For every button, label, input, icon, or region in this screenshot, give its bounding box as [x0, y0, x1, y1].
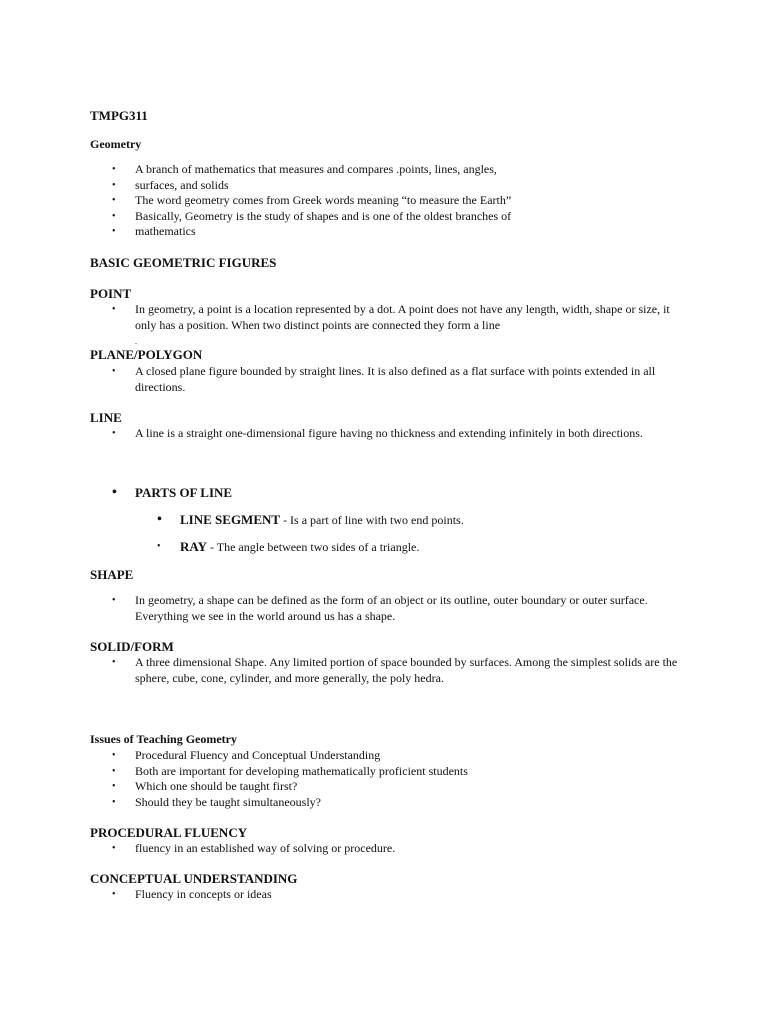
plane-bullets: [90, 364, 688, 395]
parts-sub-bullets: [135, 512, 688, 529]
line-segment-definition: - Is a part of line with two end points.: [280, 513, 464, 527]
parts-of-line-heading: • PARTS OF LINE: [90, 485, 688, 501]
list-item: [90, 302, 688, 349]
list-item: • A branch of mathematics that measures and compares .points, lines, angles,: [90, 162, 688, 178]
line-bullets: [90, 426, 688, 442]
point-trail: .: [135, 337, 137, 346]
line-heading: LINE: [90, 410, 122, 425]
conceptual-heading: CONCEPTUAL UNDERSTANDING: [90, 871, 298, 886]
issues-heading: Issues of Teaching Geometry: [90, 732, 237, 746]
list-item: • Which one should be taught first?: [90, 779, 688, 795]
list-item: • Procedural Fluency and Conceptual Understanding: [90, 748, 688, 764]
list-item: • Should they be taught simultaneously?: [90, 795, 688, 811]
list-item: [135, 512, 688, 529]
point-heading: POINT: [90, 286, 132, 301]
parts-bullets: [90, 485, 688, 501]
ray-term: RAY: [180, 539, 207, 554]
shape-bullets: [90, 593, 688, 624]
shape-heading: SHAPE: [90, 567, 134, 582]
list-item: • Fluency in concepts or ideas: [90, 887, 688, 903]
list-item: • fluency in an established way of solving or procedure.: [90, 841, 688, 857]
conceptual-bullets: [90, 887, 688, 903]
ray-definition: - The angle between two sides of a triangle.: [206, 540, 420, 554]
solid-heading: SOLID/FORM: [90, 639, 174, 654]
solid-bullets: [90, 655, 688, 686]
line-segment-term: LINE SEGMENT: [180, 512, 281, 527]
list-item: • In geometry, a shape can be defined as the form of an object or its outline, outer boundary or outer surface. Everything we see in the world around us has a shape.: [90, 593, 688, 624]
list-item: • A line is a straight one-dimensional figure having no thickness and extending infinitely in both directions.: [90, 426, 688, 442]
procedural-heading: PROCEDURAL FLUENCY: [90, 825, 248, 840]
procedural-bullets: [90, 841, 688, 857]
list-item: • Both are important for developing mathematically proficient students: [90, 764, 688, 780]
geometry-bullets: [90, 162, 688, 240]
basic-figures-heading: BASIC GEOMETRIC FIGURES: [90, 255, 277, 270]
list-item: • Basically, Geometry is the study of shapes and is one of the oldest branches of: [90, 209, 688, 225]
point-bullets: [90, 302, 688, 349]
point-text: In geometry, a point is a location represented by a dot. A point does not have any length, width, shape or size, it only has a position. When two distinct points are connected they form a line: [135, 302, 670, 332]
list-item: • surfaces, and solids: [90, 178, 688, 194]
list-item: • The word geometry comes from Greek words meaning “to measure the Earth”: [90, 193, 688, 209]
parts-sub-bullets-2: [135, 539, 688, 556]
list-item: • mathematics: [90, 224, 688, 240]
list-item: • A closed plane figure bounded by straight lines. It is also defined as a flat surface with points extended in all directions.: [90, 364, 688, 395]
list-item: [135, 539, 688, 556]
issues-bullets: [90, 748, 688, 810]
course-code: TMPG311: [90, 108, 148, 123]
geometry-heading: Geometry: [90, 137, 142, 151]
plane-heading: PLANE/POLYGON: [90, 347, 203, 362]
list-item: • A three dimensional Shape. Any limited portion of space bounded by surfaces. Among the simplest solids are the sphere, cube, cone, cylinder, and more generally, the poly hedra.: [90, 655, 688, 686]
